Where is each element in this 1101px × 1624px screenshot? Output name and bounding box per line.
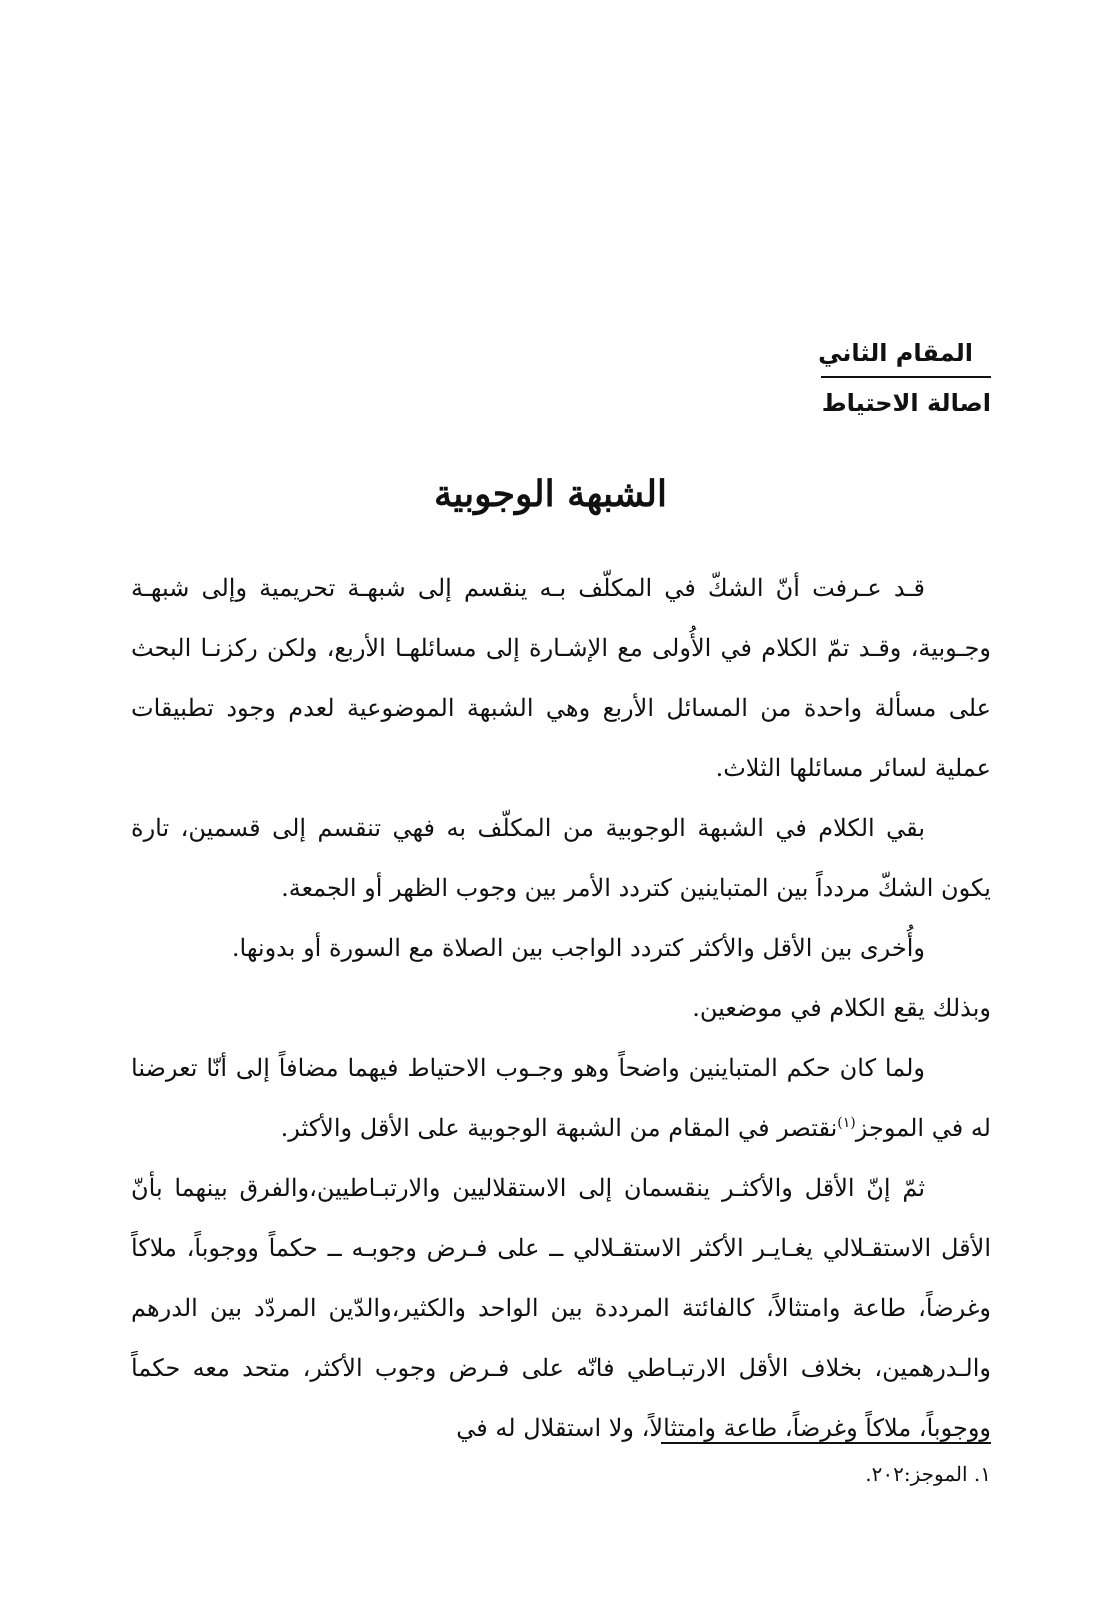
paragraph-1: قـد عـرفت أنّ الشكّ في المكلّف بـه ينقسم إلى شبهـة تحريمية وإلى شبهـة وجـوبية، وقـد تمّ الكلام في الأُولى مع الإشـارة إلى مسائلهـا الأربع، ولكن ركزنـا البحث على مسألة واحدة من المسائل الأربع وهي الشبهة الموضوعية لعدم وجود تطبيقات عملية لسائر مسائلها الثلاث.: [131, 574, 991, 782]
paragraph-6: ثمّ إنّ الأقل والأكثـر ينقسمان إلى الاستقلاليين والارتبـاطيين،والفرق بينهما بأنّ الأقل الاستقـلالي يغـايـر الأكثر الاستقـلالي ــ على فـرض وجوبـه ــ حكماً ووجوباً، ملاكاً وغرضاً، طاعة وامتثالاً، كالفائتة المرددة بين الواحد والكثير،والدّين المردّد بين الدرهم والـدرهمين، بخلاف الأقل الارتبـاطي فانّه على فـرض وجوب الأكثر، متحد معه حكماً ووجوباً، ملاكاً وغرضاً، طاعة وامتثالاً، ولا استقلال له في: [131, 1174, 991, 1442]
footnote: ١. الموجز:٢٠٢.: [865, 1462, 991, 1486]
chapter-label: المقام الثاني: [818, 339, 973, 367]
footnote-ref: (١): [837, 1115, 856, 1131]
chapter-header: [811, 336, 991, 420]
footnote-divider: [661, 1442, 991, 1444]
header-divider: [821, 376, 991, 378]
body-text: [131, 558, 991, 1458]
paragraph-3: وأُخرى بين الأقل والأكثر كتردد الواجب بين الصلاة مع السورة أو بدونها.: [231, 934, 925, 962]
paragraph-5-tail: نقتصر في المقام من الشبهة الوجوبية على الأقل والأكثر.: [280, 1114, 838, 1142]
paragraph-2: بقي الكلام في الشبهة الوجوبية من المكلّف به فهي تنقسم إلى قسمين، تارة يكون الشكّ مردداً بين المتباينين كتردد الأمر بين وجوب الظهر أو الجمعة.: [131, 814, 991, 902]
paragraph-4: وبذلك يقع الكلام في موضعين.: [692, 994, 991, 1022]
paragraph-5: [131, 1038, 991, 1158]
section-title: اصالة الاحتياط: [821, 389, 991, 417]
paragraph-5-text: ولما كان حكم المتباينين واضحاً وهو وجـوب الاحتياط فيهما مضافاً إلى أنّا تعرضنا له في الموجز: [131, 1054, 991, 1142]
page-title: الشبهة الوجوبية: [434, 473, 667, 515]
